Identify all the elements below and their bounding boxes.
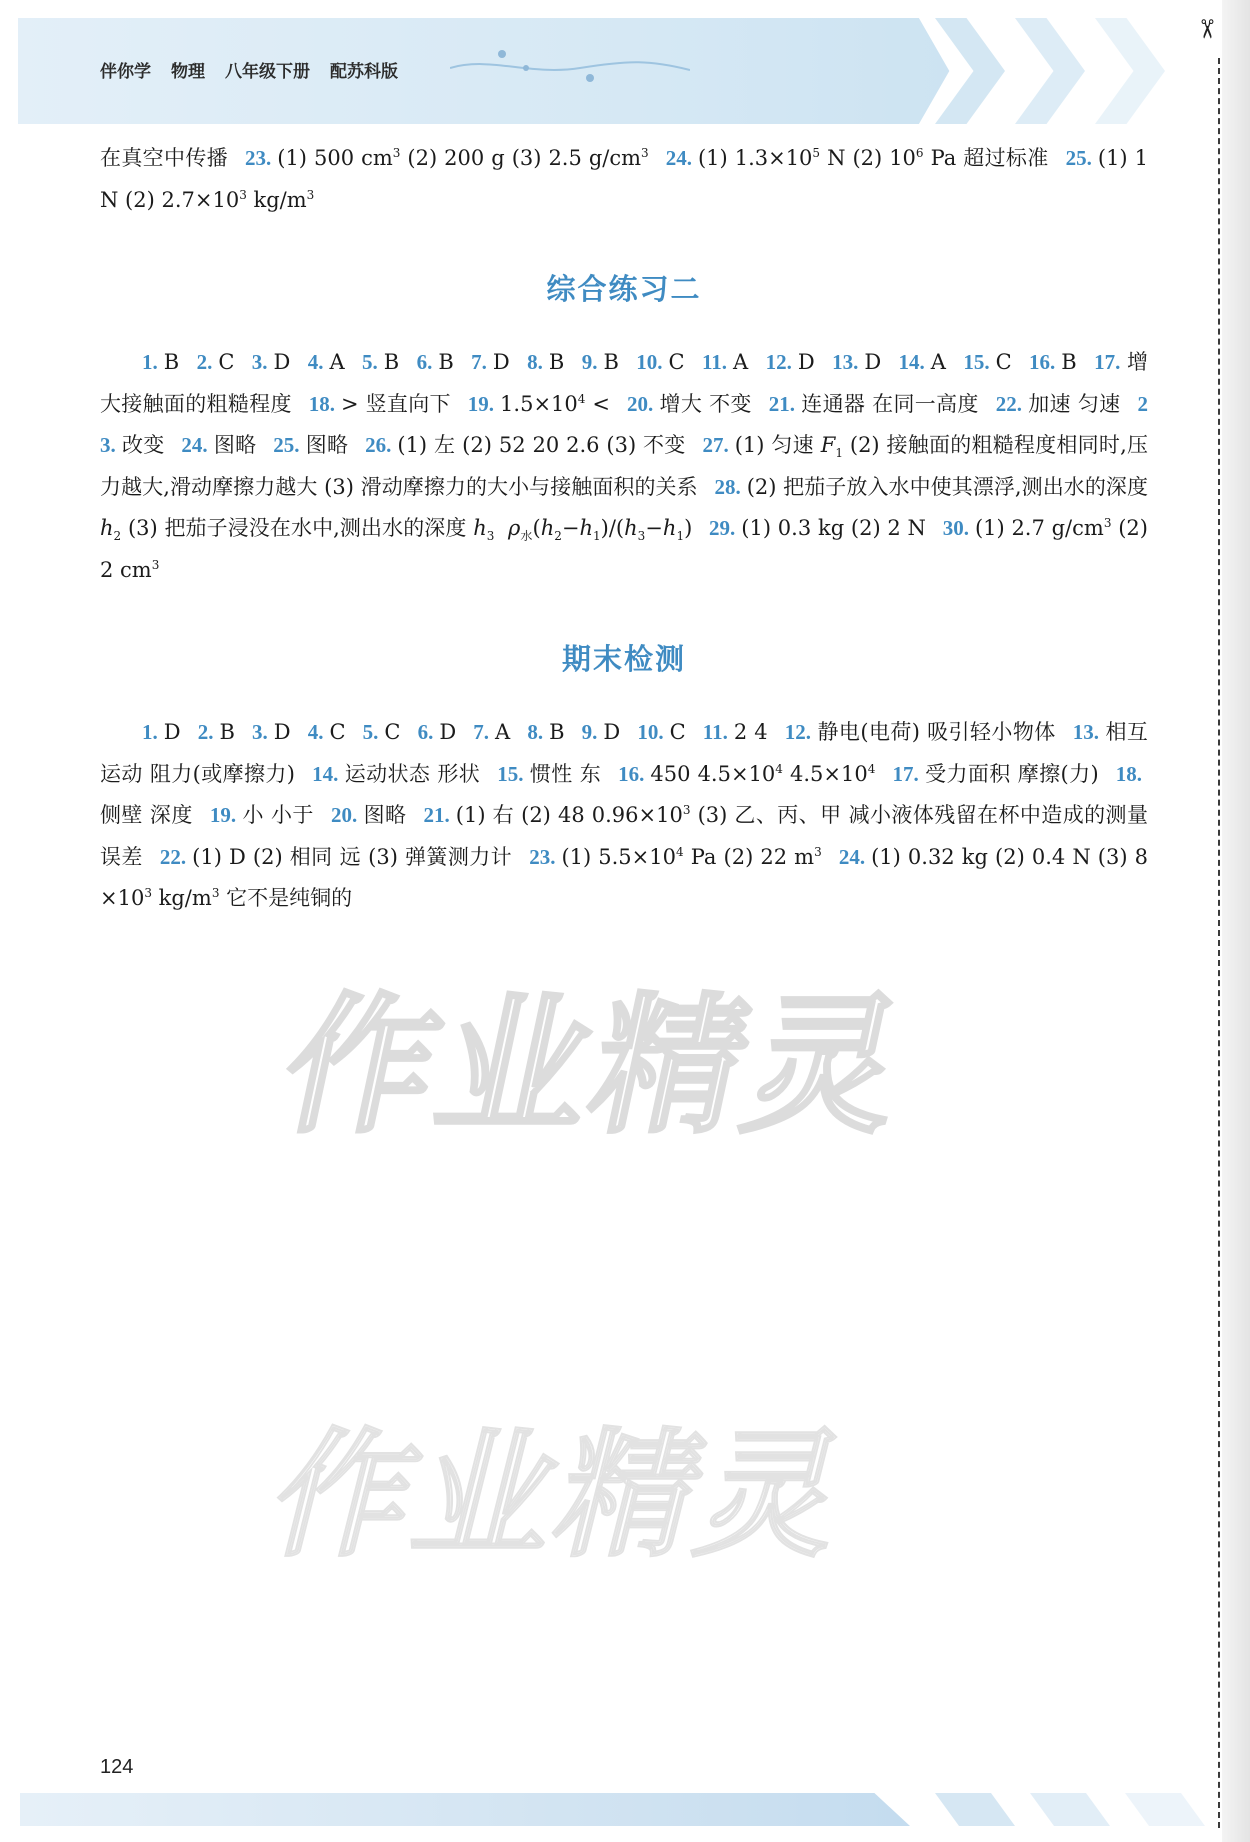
answer-text: B [1061, 350, 1077, 374]
answer-text: 惯性 东 [529, 761, 602, 786]
question-number: 8. [527, 720, 544, 744]
subject-name: 物理 [171, 62, 205, 82]
question-number: 23. [529, 844, 556, 869]
superscript: 4 [775, 761, 783, 776]
answer-text: 运动状态 形状 [344, 761, 481, 786]
question-number: 8. [527, 350, 543, 374]
superscript: 4 [577, 391, 586, 406]
question-number: 13. [1072, 720, 1100, 744]
question-number: 16. [1029, 350, 1056, 374]
question-number: 12. [784, 720, 812, 744]
footer-chevron-decoration [935, 1793, 1015, 1826]
answer-text: B [383, 350, 400, 374]
answer-text: kg/m [246, 187, 307, 212]
question-number: 17. [892, 761, 919, 786]
subscript: 2 [113, 529, 122, 544]
answer-text: (3) 乙、丙、甲 减小液体残留在杯中造成的测量误差 [100, 803, 1148, 869]
wave-dots-decoration [450, 46, 690, 86]
question-number: 23. [245, 146, 272, 170]
page-number: 124 [100, 1756, 134, 1778]
answer-text: D [163, 720, 181, 744]
question-number: 24. [665, 146, 692, 170]
answer-text: 450 4.5×10 [650, 761, 776, 786]
answer-text: B [163, 350, 180, 374]
question-number: 6. [417, 720, 434, 744]
question-number: 19. [209, 803, 237, 827]
question-number: 3. [252, 720, 268, 744]
question-number: 2. [197, 720, 214, 744]
question-number: 30. [942, 516, 969, 540]
question-number: 22. [159, 844, 187, 869]
answer-text: (1) 0.32 kg (2) 0.4 N (3) 8×10 [100, 844, 1148, 910]
answer-text: − [561, 516, 580, 540]
answer-text: 相互 运动 阻力(或摩擦力) [100, 720, 1148, 786]
answer-text: B [548, 350, 565, 374]
book-title [100, 57, 398, 82]
grade-name: 八年级下册 [225, 62, 310, 82]
answer-text: B [219, 720, 235, 744]
answer-text: 图略 [305, 433, 349, 457]
answer-text: ) [684, 516, 693, 540]
subscript: 3 [486, 529, 495, 544]
answer-text: 改变 [121, 433, 165, 457]
section-title: 期末检测 [561, 642, 686, 676]
question-number: 1. [142, 720, 158, 744]
question-number: 5. [362, 720, 379, 744]
question-number: 14. [898, 350, 925, 374]
question-number: 20. [626, 391, 654, 416]
answer-text: 加速 匀速 [1027, 391, 1121, 416]
answer-text: )/( [600, 516, 625, 540]
subscript: 1 [676, 529, 685, 544]
answer-text: (1) 1.3×10 [697, 146, 813, 170]
answer-text: (1) 左 (2) 52 20 2.6 (3) 不变 [397, 433, 686, 457]
answer-text: 图略 [213, 433, 257, 457]
page-edge-shadow [1222, 0, 1250, 1842]
subscript: 2 [554, 529, 562, 544]
scissors-icon: ✂ [1190, 18, 1221, 40]
question-number: 11. [701, 350, 728, 374]
superscript: 6 [915, 146, 924, 160]
question-number: 14. [312, 761, 339, 786]
question-number: 25. [1065, 146, 1092, 170]
superscript: 3 [814, 844, 822, 859]
answer-text: 1.5×10 [500, 391, 578, 416]
superscript: 3 [641, 146, 649, 160]
superscript: 3 [239, 187, 247, 202]
superscript: 3 [211, 886, 220, 900]
answer-text: D [273, 720, 291, 744]
math-symbol: h [662, 516, 677, 540]
answer-text: 静电(电荷) 吸引轻小物体 [817, 720, 1056, 744]
answer-text: C [384, 720, 401, 744]
math-symbol: ρ [507, 516, 521, 540]
answer-text: C [669, 720, 686, 744]
answer-text: (1) D (2) 相同 远 (3) 弹簧测力计 [192, 844, 513, 869]
superscript: 3 [1103, 516, 1112, 530]
answer-text: Pa (2) 22 m [683, 844, 815, 869]
superscript: 3 [151, 557, 160, 572]
subscript: 3 [637, 529, 646, 544]
section-title: 综合练习二 [546, 272, 702, 306]
question-number: 22. [995, 391, 1022, 416]
answer-text: 4.5×10 [782, 761, 868, 786]
question-number: 7. [473, 720, 490, 744]
question-number: 24. [838, 844, 866, 869]
question-number: 19. [467, 391, 495, 416]
answer-paragraph-section2 [100, 712, 1148, 920]
answer-text: D [273, 350, 291, 374]
question-number: 21. [768, 391, 795, 416]
question-number: 13. [832, 350, 859, 374]
answer-text: 图略 [363, 803, 407, 827]
superscript: 4 [867, 761, 876, 776]
answer-text: Pa 超过标准 [923, 146, 1049, 170]
question-number: 12. [765, 350, 792, 374]
answer-paragraph-continued [100, 138, 1148, 221]
answer-text: N (2) 10 [820, 146, 916, 170]
question-number: 2. [196, 350, 213, 374]
answer-text: (1) 0.3 kg (2) 2 N [741, 516, 926, 540]
superscript: 5 [812, 146, 821, 160]
answer-text: (2) 把茄子放入水中使其漂浮,测出水的深度 [746, 474, 1148, 499]
math-symbol: h [624, 516, 638, 540]
answer-text: B [549, 720, 565, 744]
answer-text: (1) 2.7 g/cm [974, 516, 1104, 540]
question-number: 11. [702, 720, 728, 744]
subscript: 水 [520, 529, 533, 544]
math-symbol: h [100, 516, 114, 540]
question-number: 1. [142, 350, 158, 374]
series-name: 伴你学 [100, 62, 151, 82]
answer-text: 在真空中传播 [100, 146, 228, 170]
question-number: 15. [497, 761, 524, 786]
question-number: 27. [702, 433, 729, 457]
question-number: 20. [330, 803, 358, 827]
chevron-decoration [1015, 18, 1085, 124]
math-symbol: F [820, 433, 836, 457]
answer-text: A [733, 350, 749, 374]
question-number: 17. [1094, 350, 1121, 374]
answer-text: (2) 接触面的粗糙程度相同时,压力越大,滑动摩擦力越大 (3) 滑动摩擦力的大小与接触面积的关系 [100, 433, 1149, 499]
answer-text: > 竖直向下 [341, 391, 451, 416]
question-number: 10. [636, 350, 663, 374]
answer-text: 2 4 [733, 720, 768, 744]
answer-text: C [329, 720, 346, 744]
question-number: 9. [581, 350, 598, 374]
answer-text: (1) 5.5×10 [561, 844, 676, 869]
question-number: 6. [416, 350, 433, 374]
math-symbol: h [540, 516, 555, 540]
superscript: 4 [676, 844, 684, 859]
question-number: 23. [100, 391, 1148, 457]
question-number: 3. [251, 350, 268, 374]
math-symbol: h [579, 516, 594, 540]
answer-text: D [439, 720, 457, 744]
edition-name: 配苏科版 [330, 62, 398, 82]
answer-paragraph-section1 [100, 342, 1148, 591]
answer-text: < [585, 391, 617, 416]
answer-text: 连通器 在同一高度 [800, 391, 979, 416]
answer-text: (2) 200 g (3) 2.5 g/cm [400, 146, 642, 170]
answer-text: (1) 1 N (2) 2.7×10 [100, 146, 1148, 212]
answer-text: (1) 右 (2) 48 0.96×10 [455, 803, 683, 827]
question-number: 7. [471, 350, 487, 374]
question-number: 26. [365, 433, 392, 457]
answer-text: 侧壁 深度 [100, 803, 193, 827]
answer-text: (1) 500 cm [277, 146, 393, 170]
answer-text: C [668, 350, 685, 374]
question-number: 21. [423, 803, 450, 827]
question-number: 24. [181, 433, 208, 457]
chevron-decoration [1095, 18, 1165, 124]
answer-text: (3) 把茄子浸没在水中,测出水的深度 [121, 516, 474, 540]
superscript: 3 [392, 146, 401, 160]
footer-chevron-decoration [1030, 1793, 1110, 1826]
answer-text: C [218, 350, 235, 374]
question-number: 15. [963, 350, 990, 374]
answer-text: ( [532, 516, 541, 540]
cut-line [1218, 58, 1220, 1828]
question-number: 25. [273, 433, 300, 457]
footer-chevron-decoration [1125, 1793, 1205, 1826]
question-number: 4. [307, 720, 324, 744]
question-number: 29. [709, 516, 736, 540]
answer-text: 受力面积 摩擦(力) [924, 761, 1099, 786]
answer-text: 增大接触面的粗糙程度 [100, 350, 1149, 416]
answer-text: A [329, 350, 345, 374]
footer-band [20, 1793, 910, 1826]
question-number: 18. [308, 391, 335, 416]
answer-text: 它不是纯铜的 [219, 886, 353, 910]
watermark: 作业精灵 [257, 1415, 866, 1576]
answer-text: A [930, 350, 946, 374]
answer-text: B [438, 350, 454, 374]
answer-text: D [864, 350, 882, 374]
answer-text: kg/m [151, 886, 212, 910]
answer-text: A [495, 720, 511, 744]
question-number: 18. [1115, 761, 1142, 786]
subscript: 1 [593, 529, 601, 544]
question-number: 10. [637, 720, 664, 744]
subscript: 1 [835, 446, 843, 461]
question-number: 5. [362, 350, 378, 374]
answer-text: 增大 不变 [659, 391, 752, 416]
answer-content [100, 138, 1148, 920]
question-number: 9. [581, 720, 598, 744]
answer-text: − [645, 516, 663, 540]
question-number: 4. [307, 350, 324, 374]
answer-text: 小 小于 [242, 803, 314, 827]
answer-text: D [797, 350, 815, 374]
math-symbol: h [473, 516, 487, 540]
answer-text: (1) 匀速 [734, 433, 821, 457]
superscript: 3 [144, 886, 152, 900]
superscript: 3 [306, 187, 315, 202]
answer-text: B [603, 350, 619, 374]
answer-text: (2) 2 cm [100, 516, 1148, 582]
answer-text: D [603, 720, 621, 744]
watermark: 作业精灵 [268, 980, 922, 1154]
question-number: 28. [714, 474, 741, 499]
answer-text: D [492, 350, 510, 374]
question-number: 16. [618, 761, 645, 786]
answer-text: C [995, 350, 1012, 374]
superscript: 3 [682, 803, 691, 817]
